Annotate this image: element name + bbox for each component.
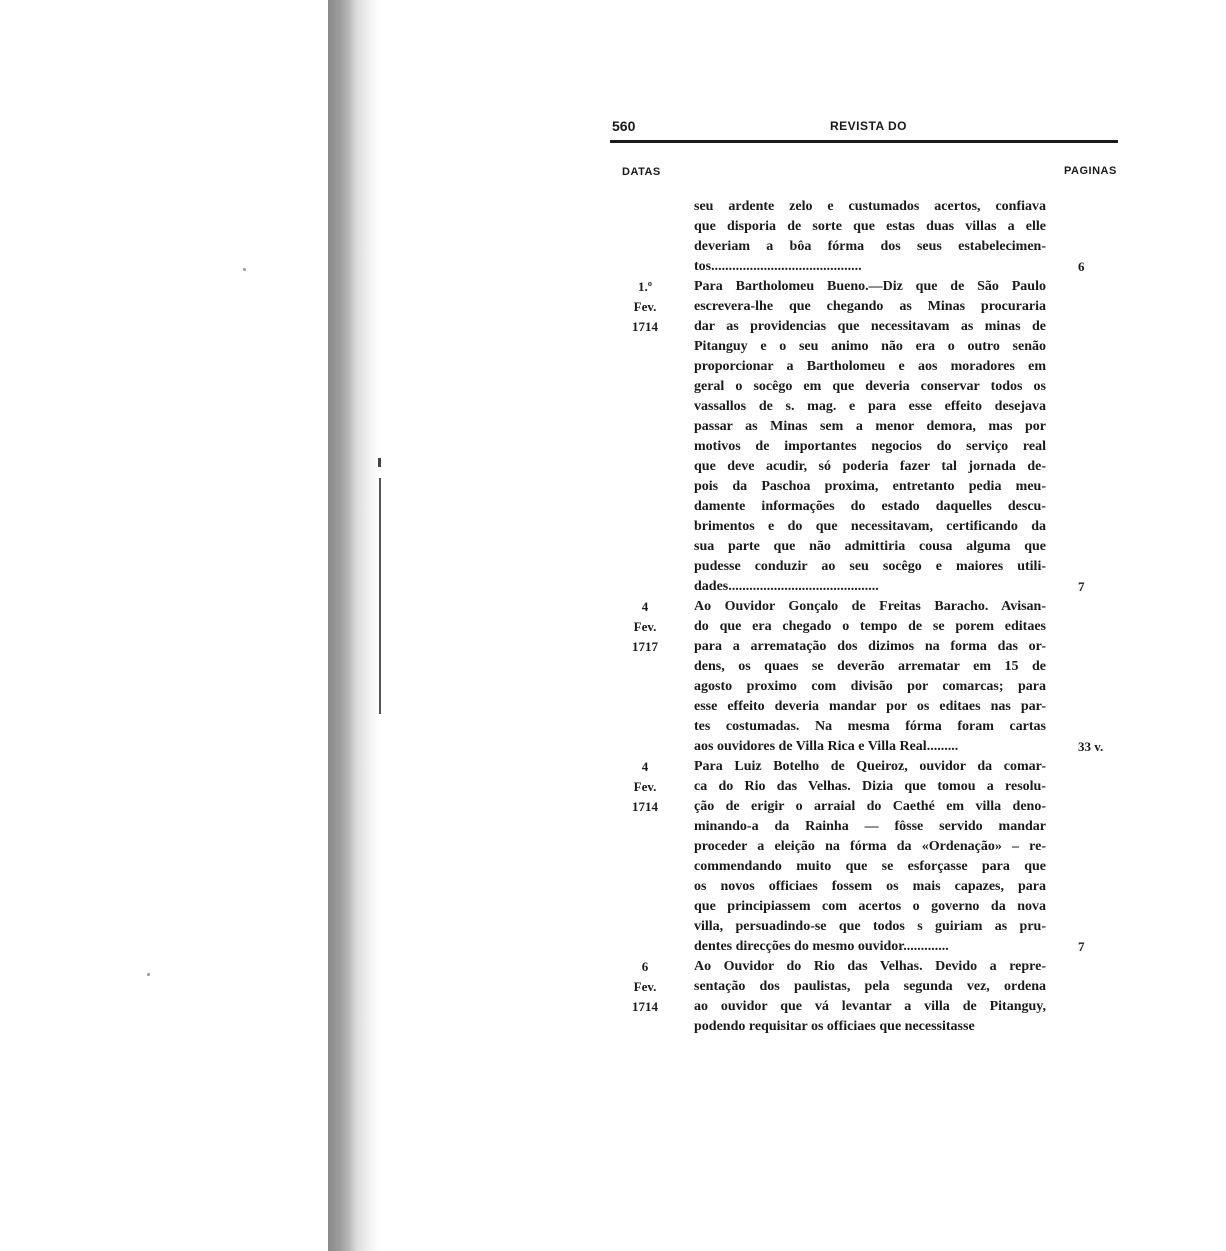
entry-date-part: Fev. [633, 299, 657, 314]
entry-text-line: Pitanguy e o seu animo não era o outro senão [694, 339, 1046, 354]
entry-text [694, 277, 1046, 597]
entry-text-line: damente informações do estado daquelles descu- [694, 499, 1046, 514]
entry-text-line: Ao Ouvidor do Rio das Velhas. Devido a repre- [694, 959, 1046, 974]
entry-text-line: tes costumadas. Na mesma fórma foram cartas [694, 719, 1046, 734]
entry-text-line: ção de erigir o arraial do Caethé em villa deno- [694, 799, 1046, 814]
entry-text-line: esse effeito deveria mandar por os editaes nas par- [694, 699, 1046, 714]
entry-date-part: 4 [641, 759, 649, 774]
entry-text-line: motivos de importantes negocios do serviço real [694, 439, 1046, 454]
entry-text-line: agosto proximo com divisão por comarcas; para [694, 679, 1046, 694]
entry-text-line: ao ouvidor que vá levantar a villa de Pitanguy, [694, 999, 1046, 1014]
entry-text-line: para a arrematação dos dizimos na forma das or- [694, 639, 1046, 654]
entry-text-line: ca do Rio das Velhas. Dizia que tomou a resolu- [694, 779, 1046, 794]
document-page [610, 110, 1130, 1050]
entry-date [610, 597, 678, 657]
entry-page-ref: 7 [1078, 579, 1085, 594]
entries-list [610, 197, 1130, 1037]
entry-text-line: villa, persuadindo-se que todos s guiriam as pru- [694, 919, 1046, 934]
entry-text-line: Ao Ouvidor Gonçalo de Freitas Baracho. Avisan- [694, 599, 1046, 614]
pages-column-header: PAGINAS [1064, 165, 1117, 177]
entry-text-line: aos ouvidores de Villa Rica e Villa Real......... [694, 739, 959, 754]
entry-text [694, 957, 1046, 1037]
entry-text-line: commendando muito que se esforçasse para que [694, 859, 1046, 874]
entry-text-line: pois da Paschoa proxima, entretanto pedia meu- [694, 479, 1046, 494]
paper-speck [243, 268, 246, 271]
entry-text-line: dentes direcções do mesmo ouvidor............. [694, 939, 949, 954]
margin-mark [378, 458, 381, 467]
entry-text-line: escrevera-lhe que chegando as Minas procuraria [694, 299, 1046, 314]
entry-date-part: 6 [641, 959, 649, 974]
entry-page-ref: 33 v. [1078, 739, 1104, 754]
entry-text-line: geral o socêgo em que deveria conservar todos os [694, 379, 1046, 394]
entry-text-line: podendo requisitar os officiaes que necessitasse [694, 1019, 975, 1034]
entry-text-line: dades........................................... [694, 579, 879, 594]
entry-date-part [612, 237, 678, 257]
entry-date-part: 1714 [632, 999, 658, 1014]
entry-text-line: deveriam a bôa fórma dos seus estabelecimen- [694, 239, 1046, 254]
entry-text-line: dar as providencias que necessitavam as minas de [694, 319, 1046, 334]
entry-text [694, 197, 1046, 277]
entry-text [694, 757, 1046, 957]
entry-text-line: do que era chegado o tempo de se porem editaes [694, 619, 1046, 634]
entry-text-line: que principiassem com acertos o governo da nova [694, 899, 1046, 914]
entry-text-line: vassallos de s. mag. e para esse effeito desejava [694, 399, 1046, 414]
entry-date-part: 1.º [637, 279, 653, 294]
entry-text-line: proporcionar a Bartholomeu e aos moradores em [694, 359, 1046, 374]
entry-text-line: sentação dos paulistas, pela segunda vez, ordena [694, 979, 1046, 994]
entry-text-line: os novos officiaes fossem os mais capazes, para [694, 879, 1046, 894]
journal-title: REVISTA DO [830, 119, 908, 133]
page-number: 560 [612, 118, 636, 134]
entry-date-part: Fev. [633, 979, 657, 994]
entry-row [610, 757, 1130, 957]
entry-text-line: tos........................................... [694, 259, 862, 274]
entry-page-ref: 7 [1078, 939, 1085, 954]
book-binding-shadow [328, 0, 358, 1251]
entry-text-line: minando-a da Rainha — fôsse servido mandar [694, 819, 1046, 834]
entry-row [610, 197, 1130, 277]
entry-text-line: pudesse conduzir ao seu socêgo e maiores utili- [694, 559, 1046, 574]
entry-date-part: 1714 [632, 799, 658, 814]
entry-text-line: Para Bartholomeu Bueno.—Diz que de São Paulo [694, 279, 1046, 294]
book-gutter [356, 0, 380, 1251]
entry-date-part: Fev. [633, 779, 657, 794]
entry-text-line: sua parte que não admittiria cousa alguma que [694, 539, 1046, 554]
entry-date [610, 277, 678, 337]
margin-rule [379, 478, 381, 714]
entry-date-part: 1714 [632, 319, 658, 334]
entry-text-line: que deve acudir, só poderia fazer tal jornada de- [694, 459, 1046, 474]
entry-row [610, 597, 1130, 757]
entry-date-part: 4 [641, 599, 649, 614]
entry-date-part: Fev. [633, 619, 657, 634]
entry-date [610, 757, 678, 817]
entry-date [610, 957, 678, 1017]
entry-text [694, 597, 1046, 757]
entry-text-line: dens, os quaes se deverão arrematar em 15 de [694, 659, 1046, 674]
entry-text-line: que disporia de sorte que estas duas villas a elle [694, 219, 1046, 234]
entry-text-line: brimentos e do que necessitavam, certificando da [694, 519, 1046, 534]
entry-text-line: passar as Minas sem a menor demora, mas por [694, 419, 1046, 434]
entry-text-line: seu ardente zelo e custumados acertos, confiava [694, 199, 1046, 214]
dates-column-header: DATAS [622, 166, 661, 178]
entry-date [610, 197, 678, 257]
paper-speck [147, 973, 150, 976]
entry-row [610, 957, 1130, 1037]
entry-date-part [612, 197, 678, 217]
entry-row [610, 277, 1130, 597]
entry-date-part: 1717 [632, 639, 658, 654]
entry-date-part [612, 217, 678, 237]
entry-text-line: proceder a eleição na fórma da «Ordenação» – re- [694, 839, 1046, 854]
entry-text-line: Para Luiz Botelho de Queiroz, ouvidor da comar- [694, 759, 1046, 774]
running-head [610, 118, 1120, 140]
header-rule [610, 140, 1118, 143]
entry-page-ref: 6 [1078, 259, 1085, 274]
